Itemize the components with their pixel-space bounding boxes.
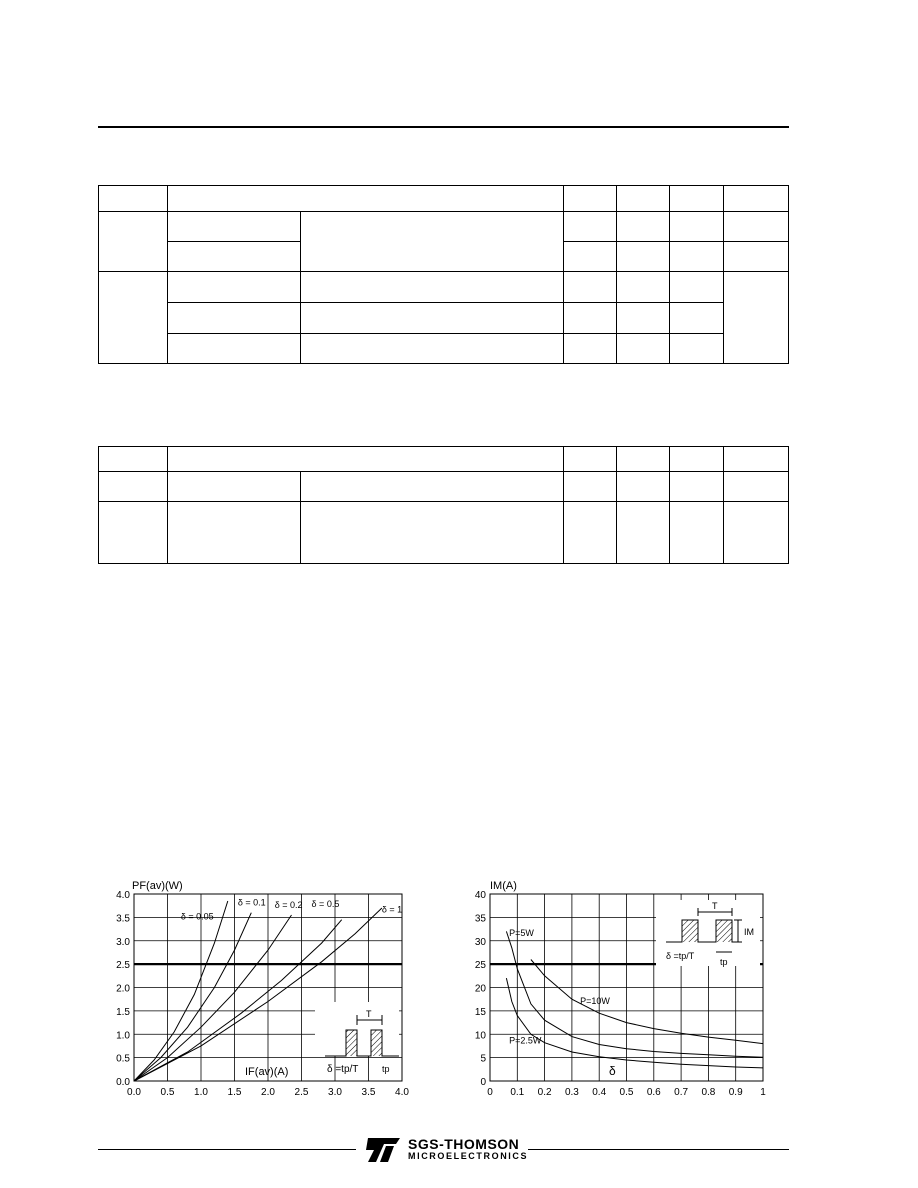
brand-sub: MICROELECTRONICS: [408, 1151, 529, 1161]
table-cell: [564, 502, 617, 564]
x-tick-label: 2.0: [261, 1087, 275, 1098]
footer-rule-right: [528, 1149, 789, 1150]
y-tick-label: 15: [474, 1006, 486, 1018]
x-tick-label: 0.4: [592, 1087, 607, 1098]
delta-symbol: δ: [609, 1064, 616, 1078]
x-tick-label: 0.0: [127, 1087, 141, 1098]
table-cell: [617, 502, 670, 564]
x-axis-label: IF(av)(A): [245, 1066, 289, 1078]
tp-label: tp: [720, 957, 728, 967]
table-cell: [99, 272, 168, 364]
x-tick-label: 0.5: [619, 1087, 634, 1098]
table-cell: [564, 272, 617, 303]
table-cell: [724, 186, 789, 212]
table-cell: [301, 272, 564, 303]
brand-name: SGS-THOMSON: [408, 1136, 520, 1152]
x-tick-label: 1.0: [194, 1087, 208, 1098]
y-tick-label: 2.0: [116, 983, 130, 995]
table-cell: [724, 212, 789, 242]
table-cell: [168, 186, 564, 212]
header-rule: [98, 126, 789, 128]
x-tick-label: 0.1: [510, 1087, 525, 1098]
y-axis-label: IM(A): [490, 880, 517, 892]
y-tick-label: 30: [474, 936, 486, 948]
table-cell: [670, 242, 724, 272]
table-cell: [617, 212, 670, 242]
x-tick-label: 0.5: [160, 1087, 175, 1098]
table-cell: [99, 212, 168, 272]
power-dissipation-chart: [110, 872, 420, 1107]
y-tick-label: 5: [480, 1053, 486, 1065]
table-cell: [670, 303, 724, 334]
y-axis-label: PF(av)(W): [132, 880, 183, 892]
table-cell: [301, 334, 564, 364]
table-cell: [99, 502, 168, 564]
table-cell: [670, 472, 724, 502]
series-line: [134, 901, 228, 1081]
y-tick-label: 20: [474, 983, 486, 995]
series-line: [134, 920, 342, 1081]
table-cell: [99, 186, 168, 212]
series-label: δ = 1: [381, 904, 403, 915]
table-cell: [617, 242, 670, 272]
table-cell: [617, 272, 670, 303]
st-logo: [362, 1136, 532, 1166]
table-cell: [617, 472, 670, 502]
table-cell: [564, 334, 617, 364]
table-cell: [168, 303, 301, 334]
table-cell: [564, 303, 617, 334]
x-tick-label: 0.7: [674, 1087, 689, 1098]
table-cell: [168, 447, 564, 472]
series-label: P=2.5W: [509, 1035, 542, 1046]
x-tick-label: 2.5: [294, 1087, 309, 1098]
table-cell: [670, 186, 724, 212]
period-label: T: [366, 1009, 372, 1019]
series-label: δ = 0.5: [311, 899, 340, 910]
table-cell: [617, 447, 670, 472]
electrical-characteristics-table: [98, 185, 789, 364]
series-label: δ = 0.2: [274, 900, 303, 911]
x-tick-label: 3.0: [328, 1087, 342, 1098]
y-tick-label: 40: [474, 890, 486, 901]
y-tick-label: 1.5: [116, 1006, 130, 1018]
x-tick-label: 0.6: [646, 1087, 661, 1098]
x-tick-label: 1.5: [227, 1087, 242, 1098]
table-cell: [670, 334, 724, 364]
table-cell: [99, 472, 168, 502]
y-tick-label: 3.5: [116, 913, 130, 925]
pulse-inset: [656, 900, 760, 967]
y-tick-label: 10: [474, 1030, 486, 1042]
y-tick-label: 2.5: [116, 960, 130, 972]
y-tick-label: 0.5: [116, 1053, 130, 1065]
table-cell: [301, 472, 564, 502]
footer-rule-left: [98, 1149, 356, 1150]
duty-label: δ =tp/T: [327, 1064, 359, 1075]
table-cell: [564, 242, 617, 272]
x-tick-label: 0.8: [701, 1087, 716, 1098]
table-cell: [168, 242, 301, 272]
y-tick-label: 3.0: [116, 936, 130, 948]
table-cell: [724, 472, 789, 502]
duty-label: δ =tp/T: [666, 951, 695, 961]
period-label: T: [712, 901, 718, 911]
series-label: δ = 0.05: [180, 911, 214, 922]
y-tick-label: 4.0: [116, 890, 130, 901]
x-tick-label: 0: [487, 1087, 493, 1098]
table-cell: [168, 502, 301, 564]
table-cell: [564, 186, 617, 212]
table-cell: [564, 447, 617, 472]
series-label: δ = 0.1: [237, 897, 266, 908]
table-cell: [99, 447, 168, 472]
table-cell: [301, 502, 564, 564]
table-cell: [670, 212, 724, 242]
y-tick-label: 1.0: [116, 1030, 130, 1042]
table-cell: [301, 212, 564, 272]
duty-cycle-inset: [315, 1002, 399, 1075]
y-tick-label: 25: [474, 960, 486, 972]
table-cell: [670, 447, 724, 472]
x-tick-label: 0.2: [537, 1087, 552, 1098]
series-label: P=10W: [580, 995, 610, 1006]
table-cell: [724, 502, 789, 564]
y-tick-label: 35: [474, 913, 486, 925]
table-cell: [168, 272, 301, 303]
im-label: IM: [744, 927, 754, 937]
st-logo-mark: [362, 1136, 402, 1164]
series-label: P=5W: [509, 928, 534, 939]
table-cell: [168, 334, 301, 364]
y-tick-label: 0: [480, 1077, 486, 1088]
table-cell: [724, 242, 789, 272]
x-tick-label: 0.9: [728, 1087, 743, 1098]
table-cell: [670, 502, 724, 564]
y-tick-label: 0.0: [116, 1077, 130, 1088]
table-cell: [724, 272, 789, 364]
x-tick-label: 1: [760, 1087, 766, 1098]
tp-label: tp: [382, 1064, 390, 1074]
table-cell: [168, 472, 301, 502]
table-cell: [670, 272, 724, 303]
table-cell: [617, 186, 670, 212]
x-tick-label: 4.0: [395, 1087, 409, 1098]
table-cell: [168, 212, 301, 242]
table-cell: [564, 212, 617, 242]
table-cell: [564, 472, 617, 502]
x-tick-label: 3.5: [361, 1087, 376, 1098]
peak-current-chart: [470, 872, 780, 1107]
table-cell: [724, 447, 789, 472]
x-tick-label: 0.3: [564, 1087, 579, 1098]
thermal-characteristics-table: [98, 446, 789, 564]
table-cell: [301, 303, 564, 334]
series-line: [531, 960, 763, 1044]
table-cell: [617, 334, 670, 364]
table-cell: [617, 303, 670, 334]
